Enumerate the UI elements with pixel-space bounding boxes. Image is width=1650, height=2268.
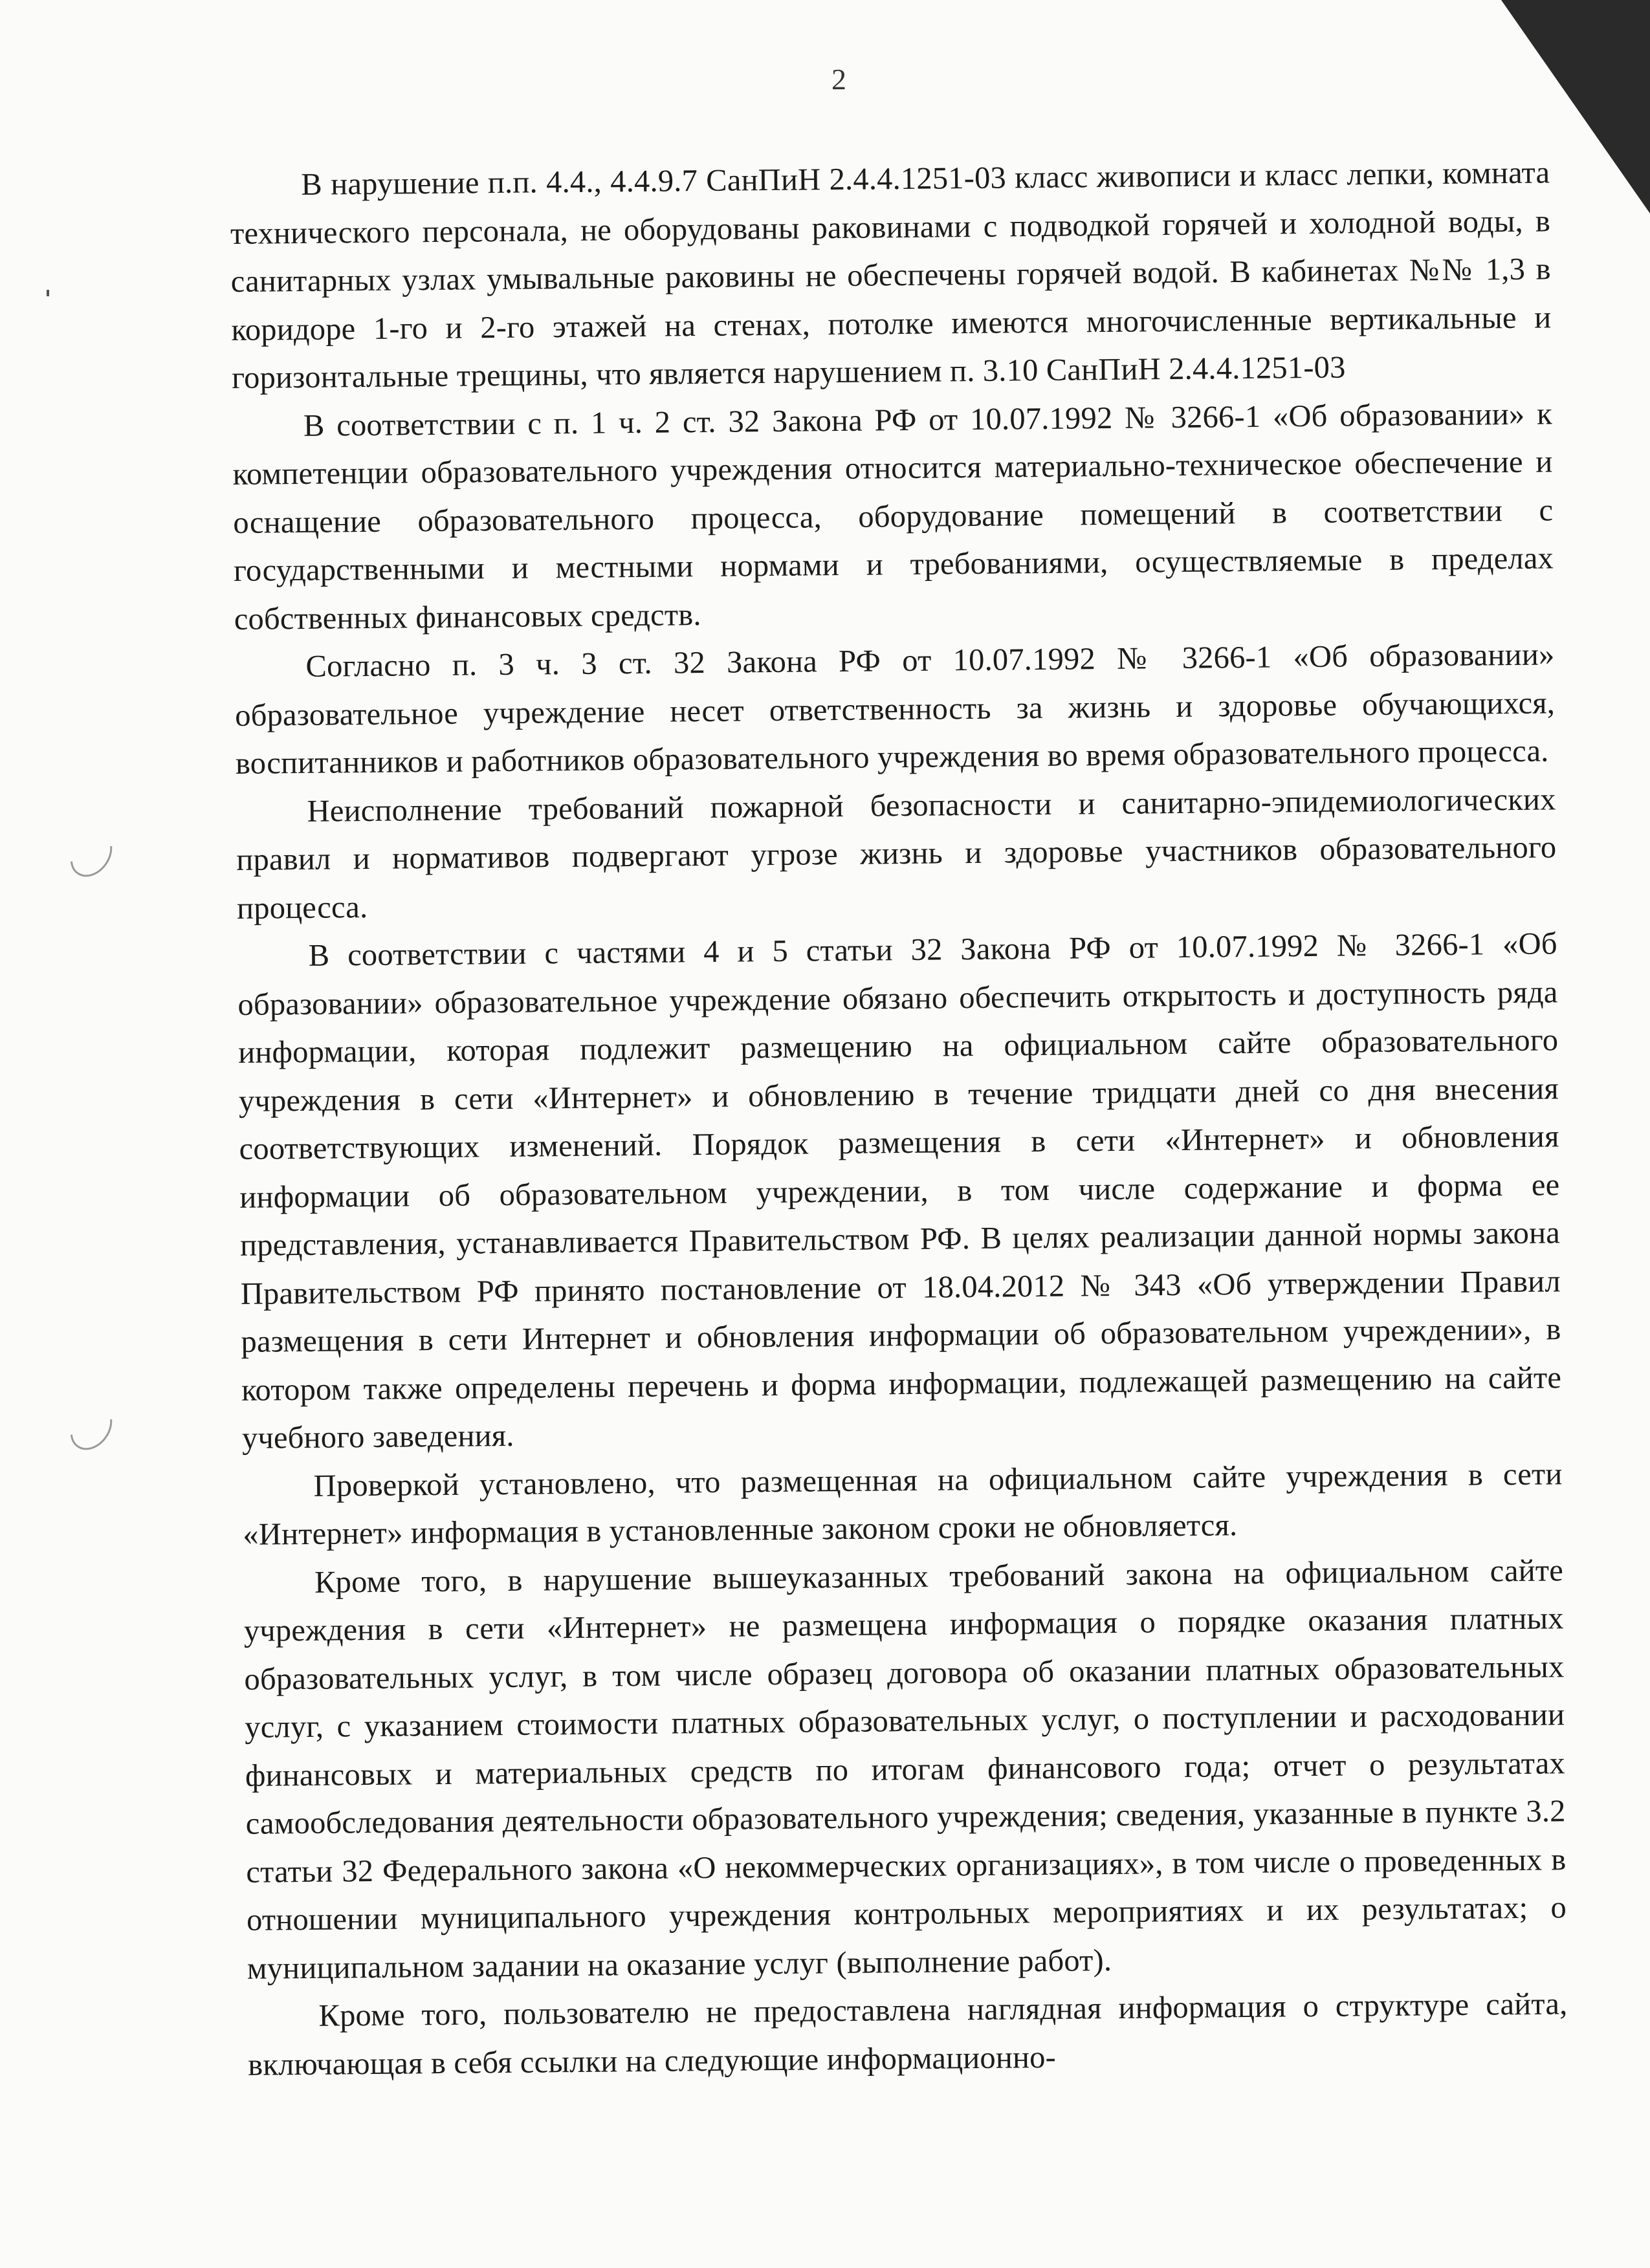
margin-mark: [47, 290, 49, 296]
document-body: [230, 149, 1568, 2089]
paragraph-missing-information: Кроме того, в нарушение вышеуказанных требований закона на официальном сайте учреждения в сети «Интернет» не размещена информация о порядке оказания платных образовательных услуг, в том числе образец договора об оказании платных образовательных услуг, с указанием стоимости платных образовательных услуг, о поступлении и расходовании финансовых и материальных средств по итогам финансового года; отчет о результатах самообследования деятельности образовательного учреждения; сведения, указанные в пункте 3.2 статьи 32 Федерального закона «О некоммерческих организациях», в том числе о проведенных в отношении муниципального учреждения контрольных мероприятиях и их результатах; о муниципальном задании на оказание услуг (выполнение работ).: [243, 1553, 1567, 1986]
paragraph-sanpin-violation: В нарушение п.п. 4.4., 4.4.9.7 СанПиН 2.4.4.1251-03 класс живописи и класс лепки, комната технического персонала, не оборудованы раковинами с подводкой горячей и холодной воды, в санитарных узлах умывальные раковины не обеспечены горячей водой. В кабинетах №№ 1,3 в коридоре 1-го и 2-го этажей на стенах, потолке имеются многочисленные вертикальные и горизонтальные трещины, что является нарушением п. 3.10 СанПиН 2.4.4.1251-03: [230, 155, 1552, 395]
paragraph-website-requirements: В соответствии с частями 4 и 5 статьи 32 Закона РФ от 10.07.1992 № 3266-1 «Об образовании» образовательное учреждение обязано обеспечить открытость и доступность ряда информации, которая подлежит размещению на официальном сайте образовательного учреждения в сети «Интернет» и обновлению в течение тридцати дней со дня внесения соответствующих изменений. Порядок размещения в сети «Интернет» и обновления информации об образовательном учреждении, в том числе содержание и форма ее представления, устанавливается Правительством РФ. В целях реализации данной нормы закона Правительством РФ принято постановление от 18.04.2012 № 343 «Об утверждении Правил размещения в сети Интернет и обновления информации об образовательном учреждении», в котором также определены перечень и форма информации, подлежащей размещению на сайте учебного заведения.: [237, 926, 1562, 1456]
paragraph-non-compliance: Неисполнение требований пожарной безопасности и санитарно-эпидемиологических правил и нормативов подвергают угрозе жизнь и здоровье участников образовательного процесса.: [236, 781, 1557, 926]
paragraph-responsibility: Согласно п. 3 ч. 3 ст. 32 Закона РФ от 10.07.1992 № 3266-1 «Об образовании» образовательное учреждение несет ответственность за жизнь и здоровье обучающихся, воспитанников и работников образовательного учреждения во время образовательного процесса.: [234, 637, 1556, 781]
page-number: 2: [831, 63, 846, 96]
paragraph-competence: В соответствии с п. 1 ч. 2 ст. 32 Закона РФ от 10.07.1992 № 3266-1 «Об образовании» к компетенции образовательного учреждения относится материально-техническое обеспечение и оснащение образовательного процесса, оборудование помещений в соответствии с государственными и местными нормами и требованиями, осуществляемые в пределах собственных финансовых средств.: [232, 396, 1554, 637]
paragraph-site-structure: Кроме того, пользователю не предоставлена наглядная информация о структуре сайта, включающая в себя ссылки на следующие информационно-: [247, 1987, 1568, 2082]
punch-hole-mark: [61, 1396, 120, 1458]
punch-hole-mark: [61, 823, 120, 885]
paragraph-inspection-finding: Проверкой установлено, что размещенная на официальном сайте учреждения в сети «Интернет» информация в установленные законом сроки не обновляется.: [243, 1456, 1563, 1552]
